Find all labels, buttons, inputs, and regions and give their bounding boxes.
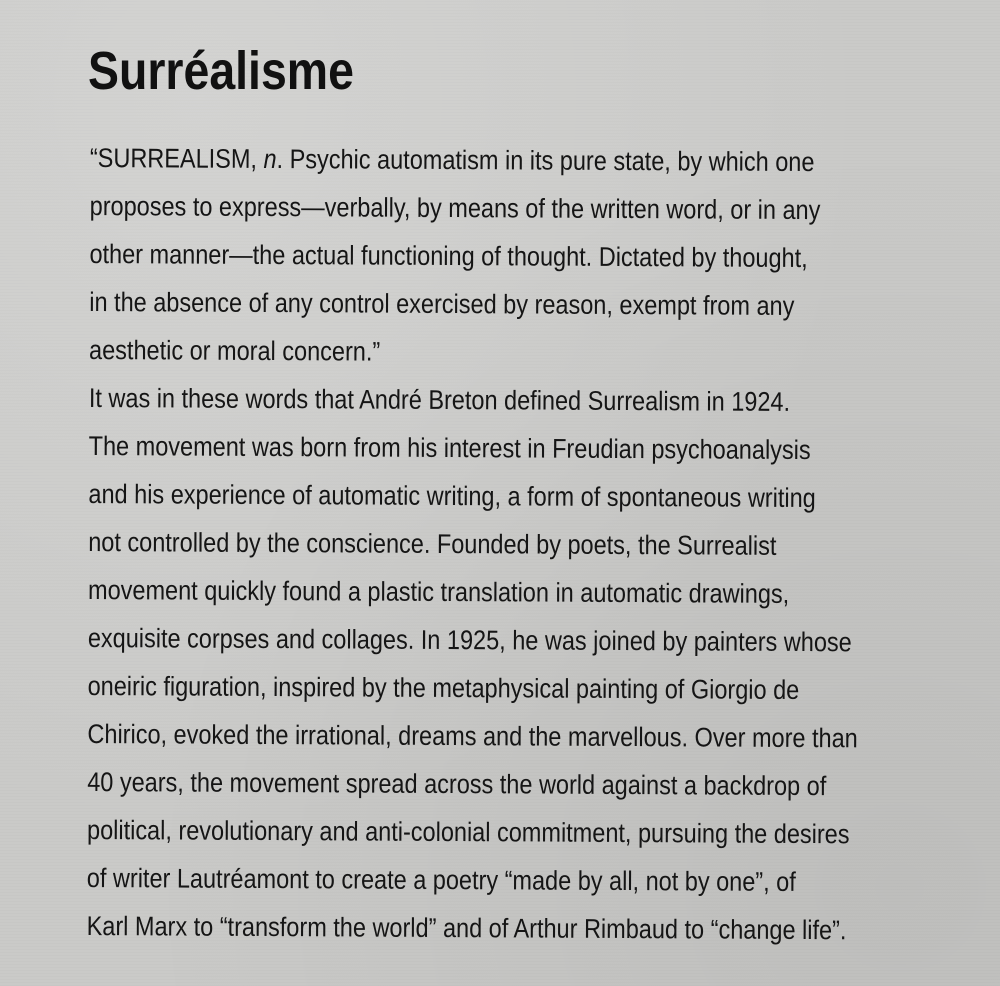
quote-line-end: . Psychic automatism in its pure state, by which one	[276, 144, 815, 178]
quote-line: aesthetic or moral concern.”	[89, 334, 381, 367]
quote-line-start: “SURREALISM,	[89, 142, 264, 174]
body-line: The movement was born from his interest in Freudian psychoanalysis	[88, 430, 811, 466]
body-line: 40 years, the movement spread across the world against a backdrop of	[87, 766, 827, 802]
quote-line: proposes to express—verbally, by means of the written word, or in any	[89, 190, 821, 226]
body-line: and his experience of automatic writing, a form of spontaneous writing	[88, 478, 816, 514]
body-line: not controlled by the conscience. Founded by poets, the Surrealist	[88, 526, 777, 561]
body-line: oneiric figuration, inspired by the metaphysical painting of Giorgio de	[87, 670, 800, 705]
body-line: It was in these words that André Breton defined Surrealism in 1924.	[88, 382, 791, 417]
body-line: movement quickly found a plastic translation in automatic drawings,	[87, 574, 790, 609]
quote-line: other manner—the actual functioning of thought. Dictated by thought,	[89, 238, 808, 274]
quote-line	[90, 134, 960, 187]
body-line: exquisite corpses and collages. In 1925, he was joined by painters whose	[87, 622, 852, 658]
body-line: Chirico, evoked the irrational, dreams and the marvellous. Over more than	[87, 718, 858, 754]
body-line: political, revolutionary and anti-colonial commitment, pursuing the desires	[86, 814, 850, 850]
page-title: Surréalisme	[88, 41, 354, 101]
quote-line: in the absence of any control exercised by reason, exempt from any	[89, 286, 795, 321]
body-line: of writer Lautréamont to create a poetry “made by all, not by one”, of	[86, 862, 796, 897]
label-text	[87, 134, 960, 955]
quote-line-italic: n	[263, 143, 277, 175]
body-line: Karl Marx to “transform the world” and of Arthur Rimbaud to “change life”.	[86, 910, 847, 946]
